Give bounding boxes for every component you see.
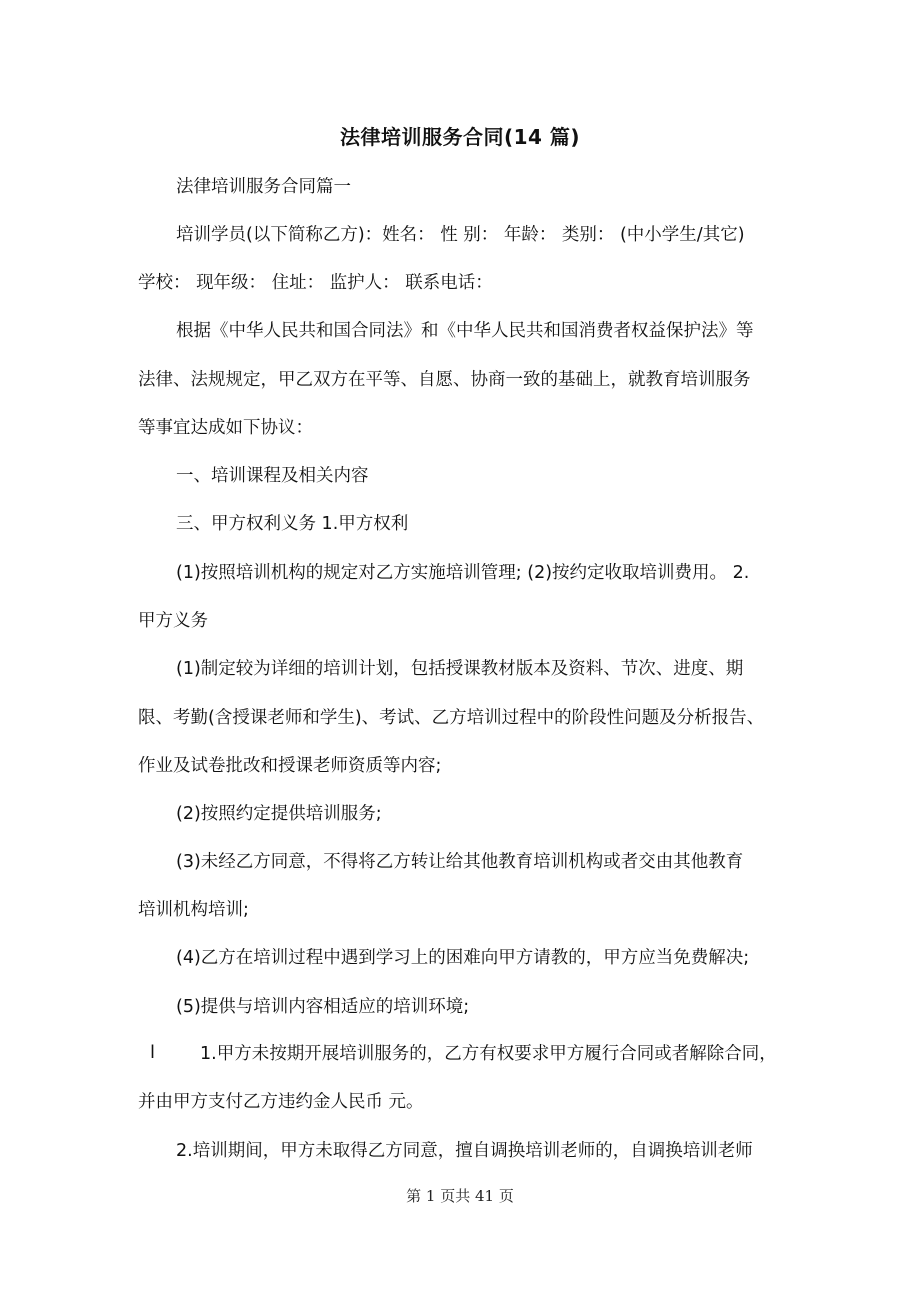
paragraph-line: 限、考勤(含授课老师和学生)、考试、乙方培训过程中的阶段性问题及分析报告、 xyxy=(138,708,765,728)
paragraph-line: 根据《中华人民共和国合同法》和《中华人民共和国消费者权益保护法》等 xyxy=(176,321,754,341)
paragraph-line: 甲方义务 xyxy=(138,611,208,631)
page-footer: 第 1 页共 41 页 xyxy=(406,1187,514,1205)
paragraph-line: 1.甲方未按期开展培训服务的，乙方有权要求甲方履行合同或者解除合同， xyxy=(200,1044,777,1064)
paragraph-line: (4)乙方在培训过程中遇到学习上的困难向甲方请教的，甲方应当免费解决; xyxy=(176,948,750,968)
document-title: 法律培训服务合同(14 篇) xyxy=(339,125,581,149)
paragraph-line: 等事宜达成如下协议： xyxy=(138,418,313,438)
paragraph-line: 三、甲方权利义务 1.甲方权利 xyxy=(176,514,409,534)
paragraph-line: (2)按照约定提供培训服务; xyxy=(176,804,382,824)
paragraph-line: 培训学员(以下简称乙方)：姓名： 性 别： 年龄： 类别： (中小学生/其它) xyxy=(176,225,745,245)
paragraph-line: 一、培训课程及相关内容 xyxy=(176,466,369,486)
paragraph-line: 并由甲方支付乙方违约金人民币 元。 xyxy=(138,1092,424,1112)
paragraph-line: (1)制定较为详细的培训计划，包括授课教材版本及资料、节次、进度、期 xyxy=(176,659,744,679)
paragraph-line: 2.培训期间，甲方未取得乙方同意，擅自调换培训老师的，自调换培训老师 xyxy=(176,1141,753,1161)
section-heading: 法律培训服务合同篇一 xyxy=(176,177,351,197)
paragraph-line: (5)提供与培训内容相适应的培训环境; xyxy=(176,997,470,1017)
paragraph-line: (3)未经乙方同意，不得将乙方转让给其他教育培训机构或者交由其他教育 xyxy=(176,852,744,872)
paragraph-line: 培训机构培训; xyxy=(138,900,249,920)
margin-marker: l xyxy=(150,1042,156,1063)
paragraph-line: 作业及试卷批改和授课老师资质等内容; xyxy=(138,756,442,776)
paragraph-line: 法律、法规规定，甲乙双方在平等、自愿、协商一致的基础上，就教育培训服务 xyxy=(138,370,751,390)
paragraph-line: (1)按照培训机构的规定对乙方实施培训管理; (2)按约定收取培训费用。 2. xyxy=(176,563,750,583)
paragraph-line: 学校： 现年级： 住址： 监护人： 联系电话： xyxy=(138,273,493,293)
